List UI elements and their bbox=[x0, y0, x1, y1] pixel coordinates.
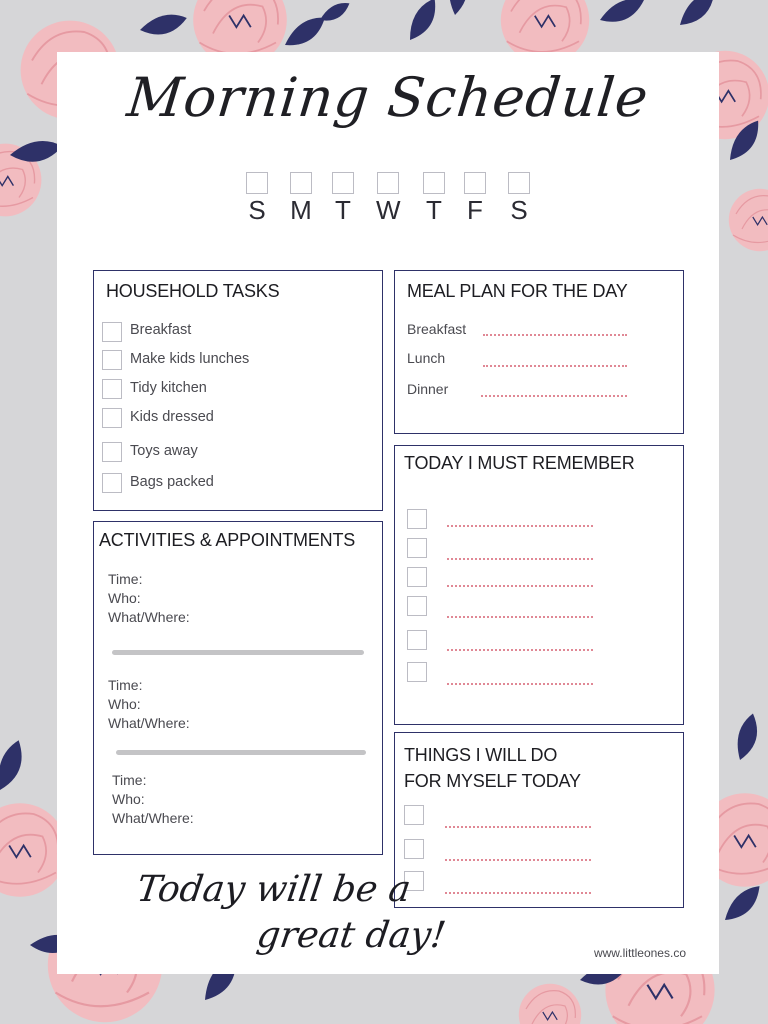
day-label: W bbox=[376, 195, 401, 225]
remember-checkbox[interactable] bbox=[407, 509, 427, 529]
task-checkbox[interactable] bbox=[102, 379, 122, 399]
day-sunday[interactable] bbox=[245, 172, 269, 224]
task-checkbox[interactable] bbox=[102, 408, 122, 428]
day-checkbox[interactable] bbox=[508, 172, 530, 194]
day-checkbox[interactable] bbox=[464, 172, 486, 194]
remember-panel bbox=[394, 445, 684, 725]
task-checkbox[interactable] bbox=[102, 350, 122, 370]
page-title: Morning Schedule bbox=[124, 66, 652, 129]
day-checkbox[interactable] bbox=[332, 172, 354, 194]
what-where-label: What/Where: bbox=[112, 810, 194, 826]
myself-panel bbox=[394, 732, 684, 908]
remember-checkbox[interactable] bbox=[407, 567, 427, 587]
who-label: Who: bbox=[108, 590, 141, 606]
activities-panel bbox=[93, 521, 383, 855]
what-where-label: What/Where: bbox=[108, 715, 190, 731]
task-label: Breakfast bbox=[130, 322, 192, 338]
remember-entry-line[interactable] bbox=[447, 585, 593, 587]
day-checkbox[interactable] bbox=[246, 172, 268, 194]
website-link[interactable]: www.littleones.co bbox=[593, 946, 686, 960]
myself-heading-line: THINGS I WILL DO bbox=[404, 745, 558, 765]
remember-checkbox[interactable] bbox=[407, 538, 427, 558]
myself-heading-line: FOR MYSELF TODAY bbox=[404, 771, 581, 791]
myself-entry-line[interactable] bbox=[445, 826, 591, 828]
who-label: Who: bbox=[112, 791, 145, 807]
day-checkbox[interactable] bbox=[377, 172, 399, 194]
time-label: Time: bbox=[112, 772, 147, 788]
what-where-label: What/Where: bbox=[108, 609, 190, 625]
myself-checkbox[interactable] bbox=[404, 839, 424, 859]
remember-entry-line[interactable] bbox=[447, 616, 593, 618]
task-label: Bags packed bbox=[130, 474, 214, 490]
task-checkbox[interactable] bbox=[102, 473, 122, 493]
day-checkbox[interactable] bbox=[423, 172, 445, 194]
day-saturday[interactable] bbox=[507, 172, 531, 224]
day-thursday[interactable] bbox=[422, 172, 446, 224]
meal-entry-line[interactable] bbox=[483, 365, 627, 367]
time-label: Time: bbox=[108, 571, 143, 587]
meal-entry-line[interactable] bbox=[481, 395, 627, 397]
remember-entry-line[interactable] bbox=[447, 558, 593, 560]
day-label: T bbox=[426, 195, 442, 225]
task-label: Toys away bbox=[130, 443, 198, 459]
day-label: S bbox=[248, 195, 266, 225]
meal-label: Lunch bbox=[407, 350, 446, 366]
household-tasks-panel bbox=[93, 270, 383, 511]
myself-entry-line[interactable] bbox=[445, 892, 591, 894]
day-selector bbox=[245, 172, 535, 232]
task-label: Make kids lunches bbox=[130, 351, 250, 367]
myself-entry-line[interactable] bbox=[445, 859, 591, 861]
time-label: Time: bbox=[108, 677, 143, 693]
day-tuesday[interactable] bbox=[331, 172, 355, 224]
day-friday[interactable] bbox=[463, 172, 487, 224]
activities-heading: ACTIVITIES & APPOINTMENTS bbox=[99, 530, 356, 550]
task-checkbox[interactable] bbox=[102, 322, 122, 342]
remember-entry-line[interactable] bbox=[447, 649, 593, 651]
tagline-line2: great day! bbox=[254, 915, 449, 956]
household-tasks-heading: HOUSEHOLD TASKS bbox=[106, 281, 280, 301]
meal-label: Breakfast bbox=[407, 321, 467, 337]
meal-label: Dinner bbox=[407, 381, 449, 397]
who-label: Who: bbox=[108, 696, 141, 712]
myself-checkbox[interactable] bbox=[404, 805, 424, 825]
day-label: T bbox=[335, 195, 351, 225]
remember-checkbox[interactable] bbox=[407, 662, 427, 682]
myself-heading bbox=[404, 742, 581, 794]
day-wednesday[interactable] bbox=[376, 172, 400, 224]
remember-entry-line[interactable] bbox=[447, 525, 593, 527]
tagline-line1: Today will be a bbox=[134, 869, 414, 910]
day-checkbox[interactable] bbox=[290, 172, 312, 194]
schedule-sheet bbox=[57, 52, 719, 974]
day-label: M bbox=[290, 195, 312, 225]
day-label: S bbox=[510, 195, 528, 225]
remember-checkbox[interactable] bbox=[407, 630, 427, 650]
meal-entry-line[interactable] bbox=[483, 334, 627, 336]
meal-plan-panel bbox=[394, 270, 684, 434]
divider-stroke bbox=[116, 750, 366, 755]
divider-stroke bbox=[112, 650, 364, 655]
task-label: Kids dressed bbox=[130, 409, 214, 425]
task-checkbox[interactable] bbox=[102, 442, 122, 462]
day-monday[interactable] bbox=[289, 172, 313, 224]
remember-heading: TODAY I MUST REMEMBER bbox=[404, 453, 635, 473]
task-label: Tidy kitchen bbox=[130, 380, 207, 396]
remember-checkbox[interactable] bbox=[407, 596, 427, 616]
remember-entry-line[interactable] bbox=[447, 683, 593, 685]
day-label: F bbox=[467, 195, 483, 225]
meal-plan-heading: MEAL PLAN FOR THE DAY bbox=[407, 281, 628, 301]
